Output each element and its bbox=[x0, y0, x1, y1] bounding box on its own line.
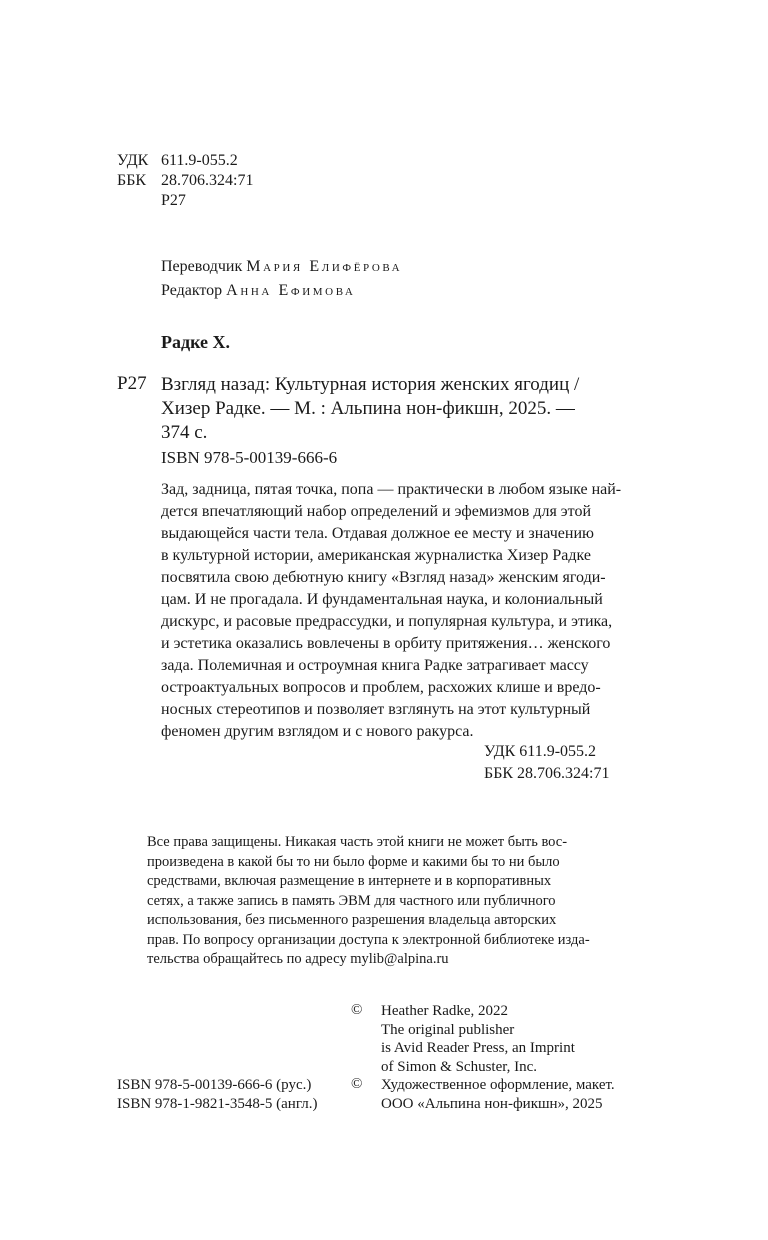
entry-title-line: 374 с. bbox=[161, 422, 208, 443]
author-heading: Радке Х. bbox=[161, 332, 231, 352]
annotation-line: в культурной истории, американская журналистка Хизер Радке bbox=[161, 547, 592, 564]
annotation-line: дется впечатляющий набор определений и эфемизмов для этой bbox=[161, 503, 592, 520]
copyright-line: Heather Radke, 2022 bbox=[381, 1003, 509, 1019]
rights-line: сетях, а также запись в память ЭВМ для частного или публичного bbox=[147, 892, 556, 909]
isbn-main: ISBN 978-5-00139-666-6 bbox=[161, 448, 338, 467]
isbn-eng: ISBN 978-1-9821-3548-5 (англ.) bbox=[117, 1095, 318, 1112]
annotation-line: посвятила свою дебютную книгу «Взгляд назад» женским ягоди- bbox=[161, 569, 606, 586]
copyright-line: ООО «Альпина нон-фикшн», 2025 bbox=[381, 1095, 603, 1112]
annotation-line: и эстетика оказались вовлечены в орбиту притяжения… женского bbox=[161, 635, 611, 652]
copyright-symbol: © bbox=[351, 1002, 363, 1018]
rights-line: средствами, включая размещение в интернете и в корпоративных bbox=[147, 873, 552, 889]
annotation-line: носных стереотипов и позволяет взглянуть на этот культурный bbox=[161, 701, 591, 718]
annotation bbox=[161, 479, 647, 743]
isbn-list bbox=[117, 1076, 317, 1113]
index-right bbox=[484, 741, 610, 785]
annotation-line: феномен другим взглядом и с нового ракурса. bbox=[161, 723, 474, 740]
rights-line: Все права защищены. Никакая часть этой книги не может быть вос- bbox=[147, 834, 568, 850]
copyright-line: of Simon & Schuster, Inc. bbox=[381, 1058, 538, 1075]
entry-title-line: Взгляд назад: Культурная история женских ягодиц / bbox=[161, 374, 580, 395]
rights-line: произведена в какой бы то ни было форме и какими бы то ни было bbox=[147, 853, 560, 870]
author-sign: Р27 bbox=[161, 192, 186, 209]
rights-line: тельства обращайтесь по адресу mylib@alpina.ru bbox=[147, 951, 449, 967]
isbn-rus: ISBN 978-5-00139-666-6 (рус.) bbox=[117, 1077, 312, 1093]
bbk-row bbox=[117, 171, 253, 191]
bbk-label: ББК bbox=[117, 172, 147, 189]
copyright-line: The original publisher bbox=[381, 1021, 515, 1038]
annotation-line: Зад, задница, пятая точка, попа — практически в любом языке най- bbox=[161, 481, 622, 498]
index-block bbox=[117, 151, 253, 211]
copyright-line: Художественное оформление, макет. bbox=[381, 1077, 615, 1093]
rights-line: использования, без письменного разрешения владельца авторских bbox=[147, 912, 557, 928]
editor-name: Анна Ефимова bbox=[226, 282, 356, 299]
annotation-line: остроактуальных вопросов и проблем, расхожих клише и вредо- bbox=[161, 679, 601, 696]
rights-line: прав. По вопросу организации доступа к электронной библиотеке изда- bbox=[147, 931, 590, 948]
udk-row bbox=[117, 151, 253, 171]
udk-value: 611.9-055.2 bbox=[161, 152, 238, 169]
udk-right: УДК 611.9-055.2 bbox=[484, 743, 597, 760]
annotation-line: зада. Полемичная и остроумная книга Радке затрагивает массу bbox=[161, 657, 589, 674]
translator-name: Мария Елифёрова bbox=[246, 258, 403, 275]
credits bbox=[161, 255, 402, 303]
copyright-design bbox=[381, 1076, 615, 1113]
annotation-line: цам. И не прогадала. И фундаментальная наука, и колониальный bbox=[161, 591, 603, 608]
translator-role: Переводчик bbox=[161, 258, 243, 275]
annotation-line: выдающейся части тела. Отдавая должное ее месту и значению bbox=[161, 525, 594, 542]
copyright-line: is Avid Reader Press, an Imprint bbox=[381, 1040, 575, 1056]
entry-title-line: Хизер Радке. — М. : Альпина нон-фикшн, 2025. — bbox=[161, 398, 575, 419]
annotation-line: дискурс, и расовые предрассудки, и популярная культура, и этика, bbox=[161, 613, 613, 630]
bbk-value: 28.706.324:71 bbox=[161, 172, 254, 189]
entry-code: Р27 bbox=[117, 373, 147, 394]
udk-label: УДК bbox=[117, 152, 149, 169]
copyright-symbol: © bbox=[351, 1076, 363, 1092]
author-sign-row bbox=[117, 191, 253, 211]
translator-line bbox=[161, 255, 402, 279]
entry-title bbox=[161, 373, 647, 445]
editor-role: Редактор bbox=[161, 282, 223, 299]
bbk-right: ББК 28.706.324:71 bbox=[484, 765, 610, 782]
rights-notice bbox=[147, 833, 632, 970]
editor-line bbox=[161, 279, 402, 303]
copyright-original bbox=[381, 1002, 575, 1076]
